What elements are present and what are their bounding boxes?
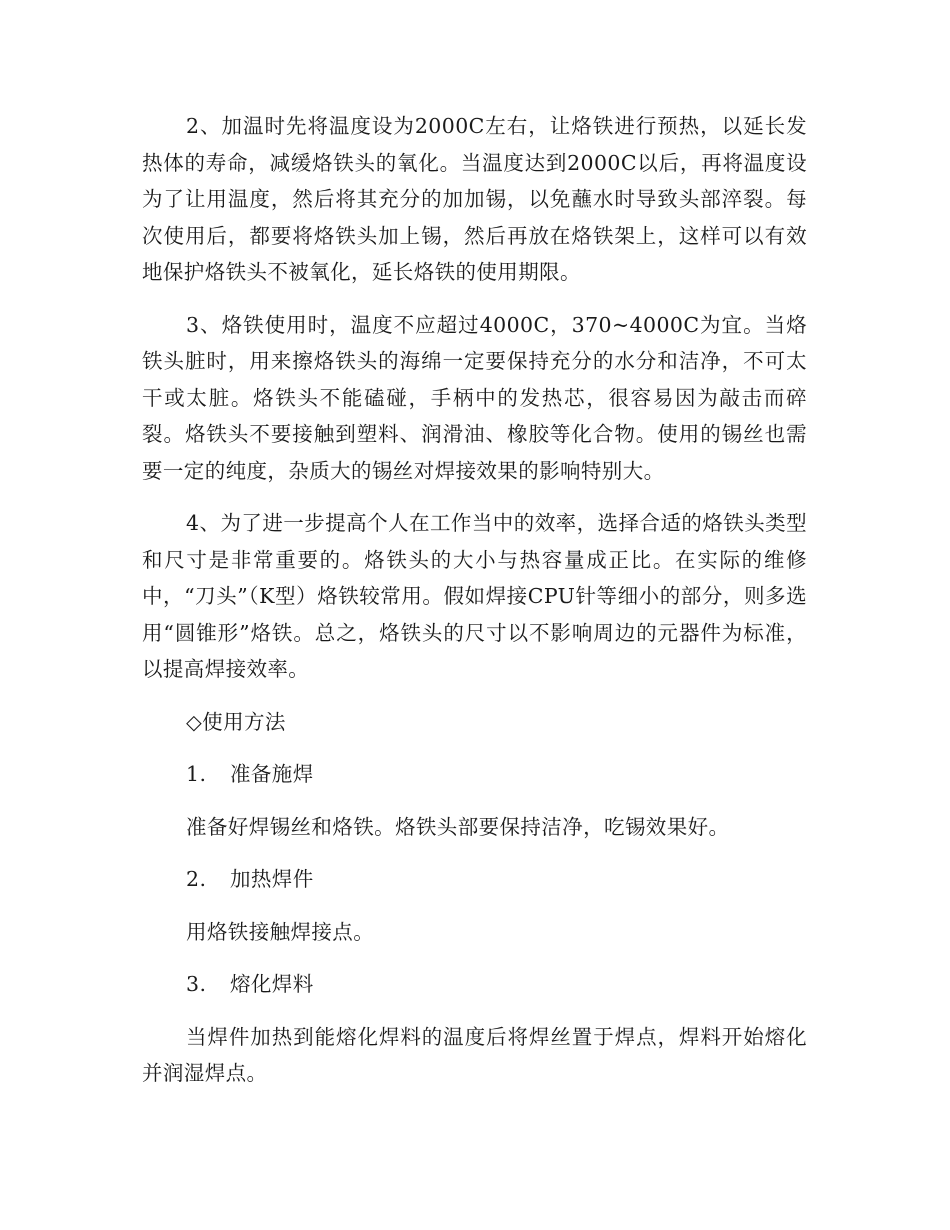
step-body-1: 准备好焊锡丝和烙铁。烙铁头部要保持洁净，吃锡效果好。 xyxy=(186,814,730,839)
step-heading-2 xyxy=(142,861,807,898)
section-title-usage: ◇使用方法 xyxy=(186,709,286,734)
step-number: 2. xyxy=(186,867,207,891)
step-title: 熔化焊料 xyxy=(230,972,314,996)
step-number: 3. xyxy=(186,972,207,996)
step-title: 加热焊件 xyxy=(230,867,314,891)
paragraph-preheat: 2、加温时先将温度设为2000C左右，让烙铁进行预热，以延长发热体的寿命，减缓烙铁头的氧化。当温度达到2000C以后，再将温度设为了让用温度，然后将其充分的加加锡，以免蘸水时导致头部淬裂。每次使用后，都要将烙铁头加上锡，然后再放在烙铁架上，这样可以有效地保护烙铁头不被氧化，延长烙铁的使用期限。 xyxy=(142,114,807,284)
step-number: 1. xyxy=(186,762,207,786)
step-heading-3 xyxy=(142,966,807,1003)
step-body-3: 当焊件加热到能熔化焊料的温度后将焊丝置于焊点，焊料开始熔化并润湿焊点。 xyxy=(142,1024,807,1085)
paragraph-tip-selection: 4、为了进一步提高个人在工作当中的效率，选择合适的烙铁头类型和尺寸是非常重要的。烙铁头的大小与热容量成正比。在实际的维修中，“刀头”（K型）烙铁较常用。假如焊接CPU针等细小的部分，则多选用“圆锥形”烙铁。总之，烙铁头的尺寸以不影响周边的元器件为标准，以提高焊接效率。 xyxy=(142,511,807,681)
paragraph-temperature: 3、烙铁使用时，温度不应超过4000C，370~4000C为宜。当烙铁头脏时，用来擦烙铁头的海绵一定要保持充分的水分和洁净，不可太干或太脏。烙铁头不能磕碰，手柄中的发热芯，很容易因为敲击而碎裂。烙铁头不要接触到塑料、润滑油、橡胶等化合物。使用的锡丝也需要一定的纯度，杂质大的锡丝对焊接效果的影响特别大。 xyxy=(142,312,807,483)
step-body-2: 用烙铁接触焊接点。 xyxy=(186,919,375,944)
step-heading-1 xyxy=(142,756,807,793)
document-body xyxy=(142,108,807,1108)
step-title: 准备施焊 xyxy=(230,762,314,786)
